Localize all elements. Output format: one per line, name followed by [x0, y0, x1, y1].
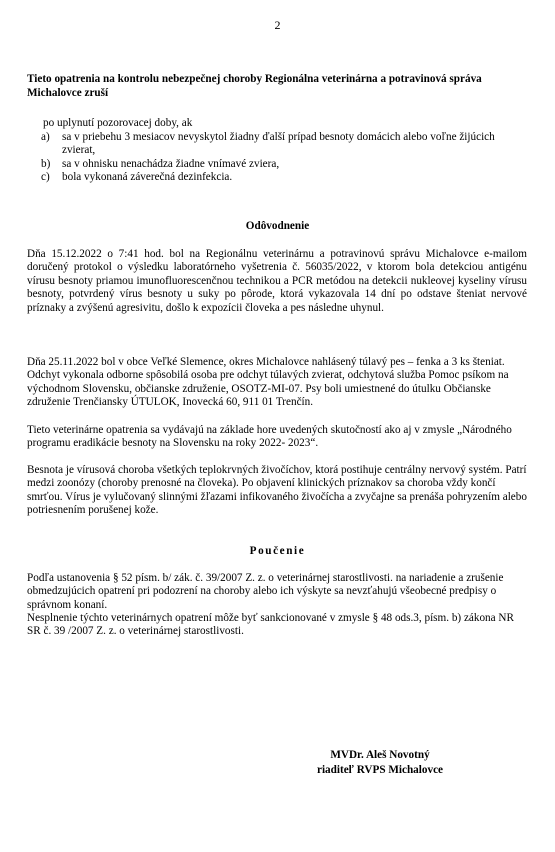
instruction-paragraph: Nesplnenie týchto veterinárnych opatrení môže byť sankcionované v zmysle § 48 ods.3, písm. b) zákona NR SR č. 39 /2007 Z. z. o veterinárnej starostlivosti.: [27, 612, 514, 638]
instruction-title: Poučenie: [249, 545, 306, 557]
signatory-name: MVDr. Aleš Novotný: [330, 749, 430, 761]
page-number: 2: [274, 18, 281, 32]
instruction-paragraph: Podľa ustanovenia § 52 písm. b/ zák. č. 39/2007 Z. z. o veterinárnej starostlivosti. na nariadenie a zrušenie obmedzujúcich opatrení pri podozrení na choroby alebo ich výskyte sa nevzťahujú všeobecné predpisy o správnom konaní.: [27, 572, 504, 611]
section-heading: Tieto opatrenia na kontrolu nebezpečnej choroby Regionálna veterinárna a potravinová správa Michalovce zruší: [27, 73, 482, 99]
signature-block: [230, 748, 530, 778]
list-item-text: bola vykonaná záverečná dezinfekcia.: [62, 171, 233, 184]
list-item-text: sa v ohnisku nenachádza žiadne vnímavé zviera,: [62, 157, 280, 170]
list-item: [41, 131, 521, 158]
list-marker: c): [41, 171, 50, 184]
list-marker: a): [41, 131, 50, 143]
list-item-text: sa v priebehu 3 mesiacov nevyskytol žiadny ďalší prípad besnoty domácich alebo voľne žijúcich zvierat,: [62, 131, 495, 157]
reasoning-paragraph: Besnota je vírusová choroba všetkých teplokrvných živočíchov, ktorá postihuje centrálny nervový systém. Patrí medzi zoonózy (choroby prenosné na človeka). Po objavení klinických príznakov sa choroba vždy končí smrťou. Vírus je vylučovaný slinnými žľazami infikovaného živočícha a zvyčajne sa prenáša pohryzením alebo potriesnením porušenej kože.: [27, 464, 527, 517]
reasoning-paragraph: Tieto veterinárne opatrenia sa vydávajú na základe hore uvedených skutočností ako aj v zmysle „Národného programu eradikácie besnoty na Slovensku na roky 2022- 2023“.: [27, 424, 512, 450]
list-item: [41, 171, 521, 184]
signatory-title: riaditeľ RVPS Michalovce: [316, 764, 444, 776]
reasoning-paragraph: Dňa 15.12.2022 o 7:41 hod. bol na Regionálnu veterinárnu a potravinovú správu Michalovce e-mailom doručený protokol o výsledku laboratórneho vyšetrenia č. 56035/2022, v ktorom bola detekciou antigénu vírusu besnoty priamou imunofluorescenčnou technikou a PCR metódou na detekcii nukleovej kyseliny vírusu besnoty, potvrdený vírus besnoty u suky po pôrode, ktorá vykazovala 14 dní po odstave šteniat nervové príznaky a zvýšenú agresivitu, došlo k expozícii človeka a pes následne uhynul.: [27, 248, 527, 314]
list-item: [41, 158, 521, 171]
list-marker: b): [41, 157, 51, 170]
conditions-intro: po uplynutí pozorovacej doby, ak: [43, 117, 193, 129]
conditions-list: [41, 131, 521, 185]
reasoning-paragraph: Dňa 25.11.2022 bol v obce Veľké Slemence, okres Michalovce nahlásený túlavý pes – fenka a 3 ks šteniat. Odchyt vykonala odborne spôsobilá osoba pre odchyt túlavých zvierat, odchytová služba Pomoc psíkom na východnom Slovensku, občianske združenie, OSOTZ-MI-07. Psy boli umiestnené do útulku Občianske združenie Trenčiansky ÚTULOK, Inovecká 60, 911 01 Trenčín.: [27, 356, 509, 409]
reasoning-title: Odôvodnenie: [245, 220, 310, 232]
